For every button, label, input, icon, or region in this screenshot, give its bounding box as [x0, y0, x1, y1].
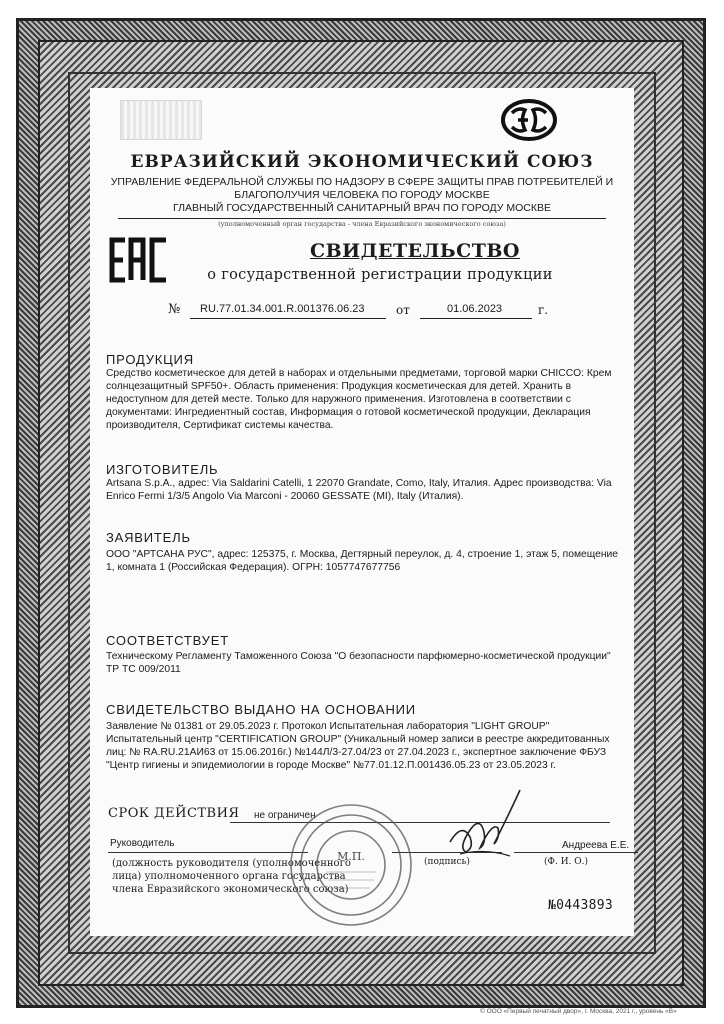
- basis-text: [106, 720, 626, 772]
- product-line: солнцезащитный SPF50+. Область применения: Продукция косметическая для детей. Хранить в: [106, 381, 572, 392]
- validity-value: не ограничен: [254, 810, 316, 821]
- certificate-title: СВИДЕТЕЛЬСТВО: [310, 240, 520, 262]
- union-title: ЕВРАЗИЙСКИЙ ЭКОНОМИЧЕСКИЙ СОЮЗ: [130, 152, 594, 172]
- applicant-text: [106, 548, 626, 574]
- serial-number: №0443893: [548, 898, 614, 913]
- manufacturer-text: [106, 477, 626, 503]
- department-line-2: БЛАГОПОЛУЧИЯ ЧЕЛОВЕКА ПО ГОРОДУ МОСКВЕ: [234, 189, 490, 201]
- basis-line: Заявление № 01381 от 29.05.2023 г. Протокол Испытательная лаборатория "LIGHT GROUP": [106, 721, 550, 732]
- signatory-position: Руководитель: [110, 838, 175, 849]
- position-underline: [108, 852, 308, 853]
- applicant-line: 1, комната 1 (Российская Федерация). ОГРН: 1057747677756: [106, 562, 401, 573]
- svg-text:М.П.: М.П.: [337, 850, 365, 863]
- conforms-line: Техническому Регламенту Таможенного Союза "О безопасности парфюмерно-косметической продукции": [106, 651, 611, 662]
- header-rule: [118, 218, 606, 219]
- basis-line: "Центр гигиены и эпидемиологии в городе Москве" №77.01.12.П.001436.05.23 от 23.05.2023 г.: [106, 760, 556, 771]
- conforms-text: [106, 650, 626, 676]
- basis-line: Испытательный центр "CERTIFICATION GROUP" (Уникальный номер записи в реестре аккредитованных: [106, 734, 610, 745]
- from-label: от: [396, 303, 410, 317]
- department-line-1: УПРАВЛЕНИЕ ФЕДЕРАЛЬНОЙ СЛУЖБЫ ПО НАДЗОРУ В СФЕРЕ ЗАЩИТЫ ПРАВ ПОТРЕБИТЕЛЕЙ И: [110, 176, 614, 188]
- basis-heading: СВИДЕТЕЛЬСТВО ВЫДАНО НА ОСНОВАНИИ: [106, 702, 416, 717]
- conforms-heading: СООТВЕТСТВУЕТ: [106, 633, 229, 648]
- department-line-3: ГЛАВНЫЙ ГОСУДАРСТВЕННЫЙ САНИТАРНЫЙ ВРАЧ ПО ГОРОДУ МОСКВЕ: [173, 202, 551, 214]
- name-underline: [514, 852, 638, 853]
- conforms-line: ТР ТС 009/2011: [106, 664, 181, 675]
- certificate-date: 01.06.2023: [447, 303, 503, 315]
- product-heading: ПРОДУКЦИЯ: [106, 352, 194, 367]
- hologram-sticker: [120, 100, 202, 140]
- eac-mark-icon: [108, 236, 172, 284]
- certificate-number: RU.77.01.34.001.R.001376.06.23: [200, 303, 365, 315]
- number-underline: [190, 318, 386, 319]
- official-stamp-icon: [286, 800, 416, 930]
- applicant-line: ООО "АРТСАНА РУС", адрес: 125375, г. Москва, Дегтярный переулок, д. 4, строение 1, этаж 5, помещение: [106, 549, 618, 560]
- product-text: [106, 367, 626, 432]
- validity-label: СРОК ДЕЙСТВИЯ: [108, 806, 240, 821]
- year-suffix: г.: [538, 303, 549, 317]
- position-caption: (должность руководителя (уполномоченного лица) уполномоченного органа государства члена Евразийского экономического союза): [112, 858, 351, 895]
- product-line: недоступном для детей месте. Только для наружного применения. Изготовлена в соответствии с: [106, 394, 571, 405]
- manufacturer-line: Enrico Fermi 1/3/5 Angolo Via Marconi - 20060 GESSATE (MI), Italy (Италия).: [106, 491, 464, 502]
- applicant-heading: ЗАЯВИТЕЛЬ: [106, 530, 191, 545]
- signature-caption: (подпись): [424, 857, 470, 867]
- product-line: производителя, Сертификат системы качества.: [106, 420, 334, 431]
- name-caption: (Ф. И. О.): [544, 857, 589, 867]
- authority-note: (уполномоченный орган государства - члена Евразийского экономического союза): [218, 220, 506, 228]
- printer-footer: © ООО «Первый печатный двор», г. Москва, 2021 г., уровень «В»: [480, 1008, 677, 1015]
- manufacturer-line: Artsana S.p.A., адрес: Via Saldarini Catelli, 1 22070 Grandate, Como, Italy, Италия. Адрес производства: Via: [106, 478, 612, 489]
- number-label: №: [168, 302, 181, 317]
- se-mark-icon: [500, 98, 558, 142]
- product-line: Средство косметическое для детей в наборах и отдельными предметами, торговой марки CHICCO: Крем: [106, 368, 612, 379]
- signature-icon: [440, 782, 530, 872]
- date-underline: [420, 318, 532, 319]
- signatory-name: Андреева Е.Е.: [562, 840, 630, 851]
- manufacturer-heading: ИЗГОТОВИТЕЛЬ: [106, 462, 219, 477]
- product-line: документами: Ингредиентный состав, Информация о готовой косметической продукции, Декларация: [106, 407, 591, 418]
- certificate-subtitle: о государственной регистрации продукции: [207, 267, 553, 283]
- basis-line: лиц: № RA.RU.21АИ63 от 15.06.2016г.) №144Л/3-27.04/23 от 27.04.2023 г., экспертное заключение ФБУЗ: [106, 747, 607, 758]
